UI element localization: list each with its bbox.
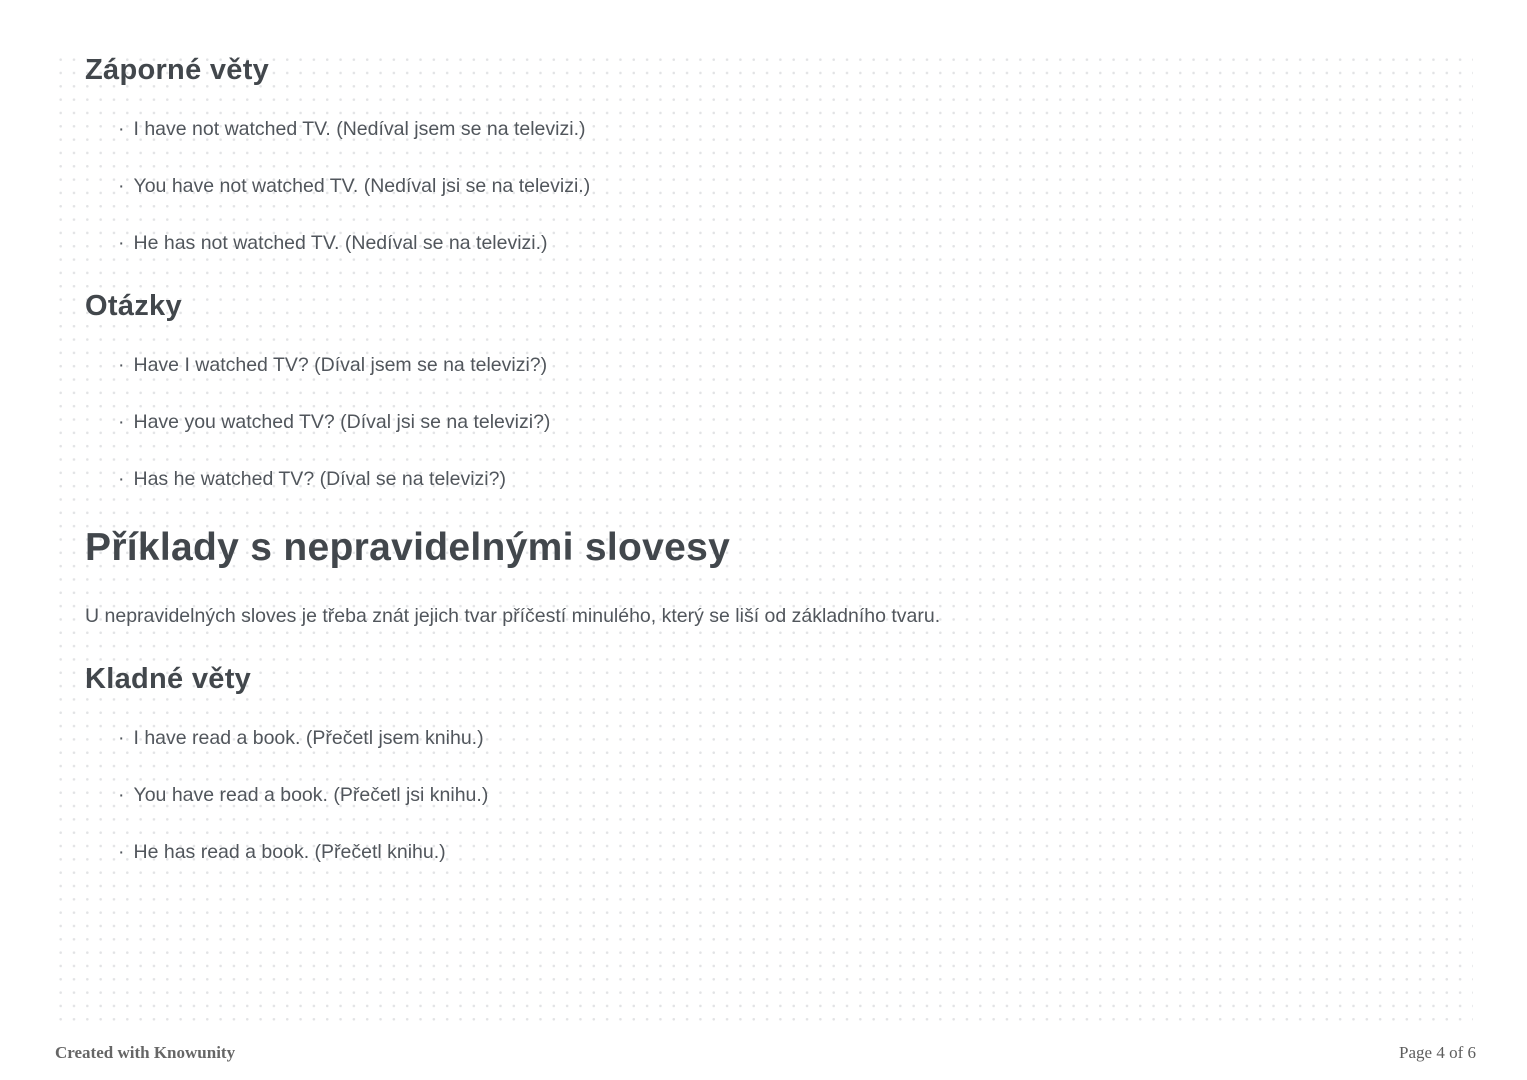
- sentence-text: Has he watched TV? (Díval se na televizi?): [133, 468, 506, 490]
- bullet-marker: ·: [118, 841, 125, 863]
- negative-sentences-list: [85, 119, 1433, 254]
- positive-sentences-list: [85, 728, 1433, 863]
- section-heading-negative-sentences: Záporné věty: [85, 54, 270, 86]
- list-item: [118, 119, 1433, 140]
- section-heading-positive-sentences: Kladné věty: [85, 663, 252, 695]
- list-item: [118, 233, 1433, 254]
- list-item: [118, 842, 1433, 863]
- sentence-text: You have not watched TV. (Nedíval jsi se na televizi.): [133, 175, 591, 197]
- sentence-text: You have read a book. (Přečetl jsi knihu.): [133, 784, 489, 806]
- list-item: [118, 355, 1433, 376]
- bullet-marker: ·: [118, 232, 125, 254]
- bullet-marker: ·: [118, 118, 125, 140]
- bullet-marker: ·: [118, 784, 125, 806]
- section-heading-questions: Otázky: [85, 290, 182, 322]
- sentence-text: He has not watched TV. (Nedíval se na televizi.): [133, 232, 548, 254]
- questions-list: [85, 355, 1433, 490]
- sentence-text: Have you watched TV? (Díval jsi se na televizi?): [133, 411, 551, 433]
- list-item: [118, 469, 1433, 490]
- bullet-marker: ·: [118, 468, 125, 490]
- bullet-marker: ·: [118, 175, 125, 197]
- bullet-marker: ·: [118, 411, 125, 433]
- page-footer: [55, 1043, 1476, 1063]
- list-item: [118, 412, 1433, 433]
- list-item: [118, 176, 1433, 197]
- list-item: [118, 728, 1433, 749]
- bullet-marker: ·: [118, 354, 125, 376]
- sentence-text: I have not watched TV. (Nedíval jsem se na televizi.): [133, 118, 586, 140]
- sentence-text: I have read a book. (Přečetl jsem knihu.): [133, 727, 484, 749]
- page-number-label: Page 4 of 6: [1399, 1043, 1476, 1062]
- irregular-verbs-intro-paragraph: U nepravidelných sloves je třeba znát jejich tvar příčestí minulého, který se liší od základního tvaru.: [85, 605, 941, 627]
- bullet-marker: ·: [118, 727, 125, 749]
- dotted-grid-background: [54, 53, 1473, 1022]
- sentence-text: Have I watched TV? (Díval jsem se na televizi?): [133, 354, 548, 376]
- sentence-text: He has read a book. (Přečetl knihu.): [133, 841, 446, 863]
- main-heading-irregular-verbs: Příklady s nepravidelnými slovesy: [85, 526, 731, 569]
- list-item: [118, 785, 1433, 806]
- document-content: [54, 53, 1473, 863]
- created-with-label: Created with Knowunity: [55, 1043, 236, 1062]
